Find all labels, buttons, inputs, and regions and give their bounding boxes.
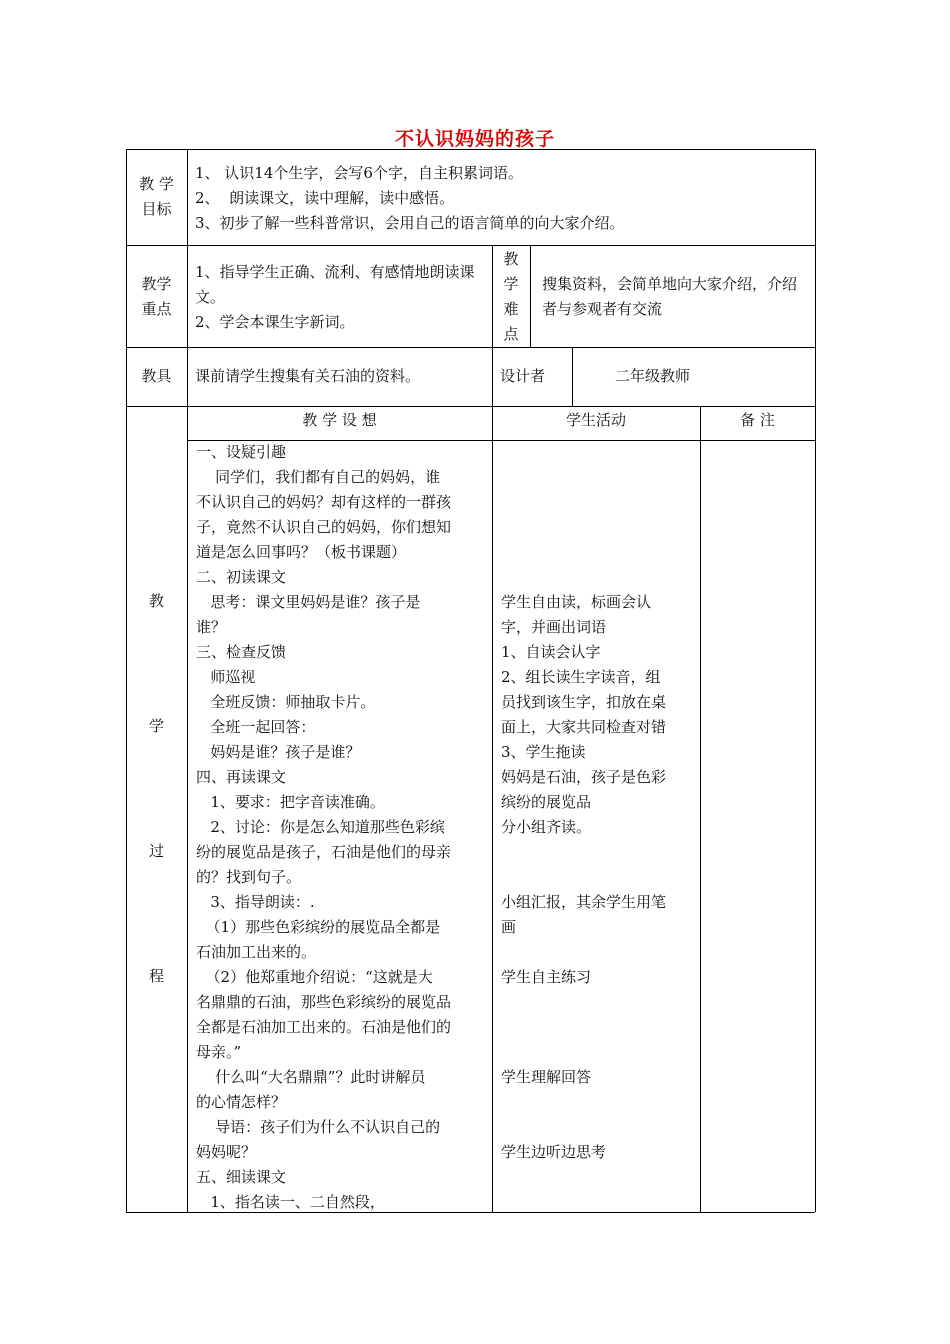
activity-line — [501, 565, 697, 590]
activity-line: 1、自读会认字 — [501, 643, 601, 661]
activity-line: 学生边听边思考 — [501, 1143, 607, 1161]
focus-label — [126, 272, 187, 322]
design-column — [196, 440, 490, 1215]
activity-line: 分小组齐读。 — [501, 818, 592, 836]
activity-line — [501, 540, 697, 565]
activity-line: 妈妈是石油，孩子是色彩 — [501, 768, 667, 786]
design-line: 二、初读课文 — [196, 568, 287, 586]
goal-item: 3、初步了解一些科普常识，会用自己的语言简单的向大家介绍。 — [195, 214, 625, 232]
header-activity: 学生活动 — [565, 411, 626, 429]
design-line: 妈妈呢？ — [196, 1143, 257, 1161]
activity-line: 画 — [501, 918, 517, 936]
goal-item: 1、 认识14个生字，会写6个字，自主积累词语。 — [195, 164, 523, 182]
notes-column — [700, 440, 815, 1212]
activity-line: 3、学生拖读 — [501, 743, 586, 761]
process-label-char: 过 — [149, 842, 165, 860]
activity-line — [501, 440, 697, 465]
activity-line — [501, 465, 697, 490]
focus-item: 1、指导学生正确、流利、有感情地朗读课文。 — [195, 263, 475, 306]
goals-label-line1: 教 学 — [139, 175, 174, 193]
activity-line: 字，并画出词语 — [501, 618, 607, 636]
focus-content — [195, 260, 487, 335]
activity-line — [501, 940, 697, 965]
tools-content: 课前请学生搜集有关石油的资料。 — [195, 367, 421, 385]
goal-item: 2、 朗读课文，读中理解，读中感悟。 — [195, 189, 455, 207]
design-line: 全都是石油加工出来的。石油是他们的 — [196, 1018, 452, 1036]
difficulty-label-char: 难 — [503, 300, 519, 318]
design-line: 子，竟然不认识自己的妈妈，你们想知 — [196, 518, 452, 536]
process-label-char: 学 — [149, 717, 165, 735]
difficulty-content — [542, 272, 808, 322]
activity-line — [501, 1040, 697, 1065]
document-title: 不认识妈妈的孩子 — [394, 128, 555, 150]
activity-line: 2、组长读生字读音，组 — [501, 668, 661, 686]
difficulty-label-char: 学 — [503, 275, 519, 293]
design-line: 不认识自己的妈妈？却有这样的一群孩 — [196, 493, 452, 511]
activity-line — [501, 840, 697, 865]
difficulty-text: 搜集资料，会简单地向大家介绍，介绍者与参观者有交流 — [542, 275, 798, 318]
activity-line — [501, 490, 697, 515]
focus-label-line1: 教学 — [141, 275, 172, 293]
designer-label: 设计者 — [500, 367, 546, 385]
tools-label: 教具 — [141, 367, 172, 385]
design-line: 什么叫“大名鼎鼎”？此时讲解员 — [196, 1068, 426, 1086]
focus-item: 2、学会本课生字新词。 — [195, 313, 355, 331]
design-line: 纷的展览品是孩子，石油是他们的母亲 — [196, 843, 452, 861]
process-label-char: 程 — [149, 967, 165, 985]
design-line: （1）那些色彩缤纷的展览品全都是 — [196, 918, 441, 936]
activity-column — [501, 440, 697, 1165]
goals-label-line2: 目标 — [141, 200, 172, 218]
design-line: 的？找到句子。 — [196, 868, 302, 886]
activity-line — [501, 1090, 697, 1115]
design-line: 全班反馈：师抽取卡片。 — [196, 693, 376, 711]
design-line: 同学们，我们都有自己的妈妈，谁 — [196, 468, 441, 486]
activity-line: 员找到该生字，扣放在桌 — [501, 693, 667, 711]
difficulty-label-char: 点 — [503, 325, 519, 343]
difficulty-label — [492, 247, 530, 347]
activity-line — [501, 990, 697, 1015]
activity-line: 缤纷的展览品 — [501, 793, 592, 811]
design-line: 全班一起回答： — [196, 718, 316, 736]
design-line: 妈妈是谁？孩子是谁？ — [196, 743, 361, 761]
activity-line: 小组汇报，其余学生用笔 — [501, 893, 667, 911]
activity-line — [501, 865, 697, 890]
design-line: （2）他郑重地介绍说：“这就是大 — [196, 968, 433, 986]
focus-label-line2: 重点 — [141, 300, 172, 318]
design-line: 石油加工出来的。 — [196, 943, 317, 961]
goals-content — [195, 161, 810, 236]
design-line: 的心情怎样？ — [196, 1093, 287, 1111]
activity-line: 学生自主练习 — [501, 968, 592, 986]
design-line: 一、设疑引趣 — [196, 443, 287, 461]
design-line: 五、细读课文 — [196, 1168, 287, 1186]
design-line: 1、指名读一、二自然段， — [196, 1193, 385, 1211]
process-label-char: 教 — [149, 592, 165, 610]
design-line: 导语：孩子们为什么不认识自己的 — [196, 1118, 441, 1136]
design-line: 三、检查反馈 — [196, 643, 287, 661]
header-design: 教 学 设 想 — [302, 411, 377, 429]
design-line: 师巡视 — [196, 668, 256, 686]
goals-label — [126, 172, 187, 222]
design-line: 道是怎么回事吗？（板书课题） — [196, 543, 407, 561]
activity-line: 学生理解回答 — [501, 1068, 592, 1086]
header-notes: 备 注 — [740, 411, 775, 429]
design-line: 3、指导朗读：. — [196, 893, 315, 911]
activity-line — [501, 1115, 697, 1140]
activity-line — [501, 515, 697, 540]
activity-line — [501, 1015, 697, 1040]
design-line: 母亲。” — [196, 1043, 242, 1061]
activity-line: 学生自由读，标画会认 — [501, 593, 652, 611]
difficulty-label-char: 教 — [503, 250, 519, 268]
activity-line: 面上，大家共同检查对错 — [501, 718, 667, 736]
design-line: 思考：课文里妈妈是谁？孩子是 — [196, 593, 421, 611]
designer-value: 二年级教师 — [615, 367, 691, 385]
design-line: 四、再读课文 — [196, 768, 287, 786]
design-line: 2、讨论：你是怎么知道那些色彩缤 — [196, 818, 445, 836]
design-line: 1、要求：把字音读准确。 — [196, 793, 385, 811]
design-line: 名鼎鼎的石油，那些色彩缤纷的展览品 — [196, 993, 452, 1011]
design-line: 谁？ — [196, 618, 227, 636]
